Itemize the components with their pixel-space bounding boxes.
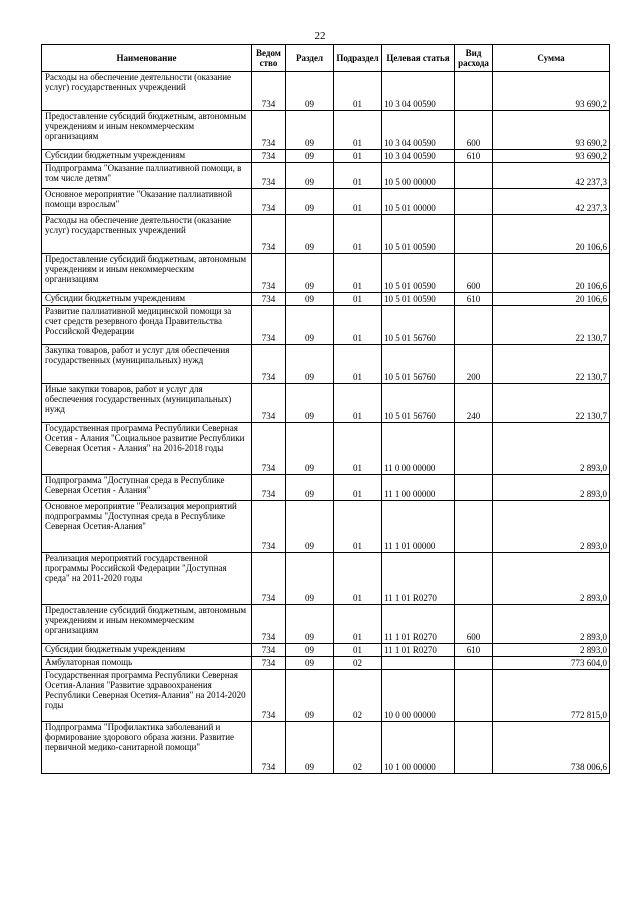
cell-razdel: 09 [286,670,334,722]
table-row [42,605,610,644]
cell-summa: 42 237,3 [493,189,610,215]
cell-podrazdel: 01 [334,605,382,644]
table-row [42,254,610,293]
table-row [42,644,610,657]
cell-name: Реализация мероприятий государственной программы Российской Федерации "Доступная среда" на 2011-2020 годы [42,553,252,605]
header-vid: Вид расхода [455,45,493,72]
cell-razdel: 09 [286,384,334,423]
cell-razdel: 09 [286,722,334,774]
cell-vid: 200 [455,345,493,384]
table-row [42,670,610,722]
cell-podrazdel: 01 [334,553,382,605]
cell-ved: 734 [252,670,286,722]
cell-vid [455,722,493,774]
cell-summa: 42 237,3 [493,163,610,189]
cell-cel: 10 5 01 00590 [382,215,455,254]
cell-name: Расходы на обеспечение деятельности (оказание услуг) государственных учреждений [42,72,252,111]
header-ved: Ведом ство [252,45,286,72]
cell-ved: 734 [252,605,286,644]
table-row [42,163,610,189]
cell-podrazdel: 01 [334,215,382,254]
cell-name: Основное мероприятие "Оказание паллиативной помощи взрослым" [42,189,252,215]
table-header-row [42,45,610,72]
cell-razdel: 09 [286,293,334,306]
cell-name: Подпрограмма "Оказание паллиативной помощи, в том числе детям" [42,163,252,189]
cell-podrazdel: 02 [334,657,382,670]
cell-summa: 22 130,7 [493,306,610,345]
table-row [42,306,610,345]
cell-summa: 738 006,6 [493,722,610,774]
cell-summa: 2 893,0 [493,475,610,501]
cell-cel: 11 1 01 00000 [382,501,455,553]
cell-podrazdel: 01 [334,72,382,111]
cell-vid [455,72,493,111]
cell-ved: 734 [252,163,286,189]
cell-ved: 734 [252,254,286,293]
table-row [42,150,610,163]
cell-ved: 734 [252,189,286,215]
cell-razdel: 09 [286,215,334,254]
cell-name: Подпрограмма "Доступная среда в Республике Северная Осетия - Алания" [42,475,252,501]
cell-vid [455,501,493,553]
table-row [42,475,610,501]
cell-ved: 734 [252,293,286,306]
cell-ved: 734 [252,384,286,423]
cell-vid [455,475,493,501]
cell-name: Субсидии бюджетным учреждениям [42,293,252,306]
cell-summa: 20 106,6 [493,293,610,306]
cell-summa: 22 130,7 [493,384,610,423]
cell-vid [455,553,493,605]
cell-vid: 600 [455,605,493,644]
cell-razdel: 09 [286,163,334,189]
cell-razdel: 09 [286,345,334,384]
cell-vid [455,423,493,475]
cell-ved: 734 [252,644,286,657]
cell-cel: 10 3 04 00590 [382,111,455,150]
cell-vid [455,189,493,215]
budget-table [41,44,610,774]
table-row [42,501,610,553]
cell-podrazdel: 01 [334,189,382,215]
cell-vid: 610 [455,150,493,163]
cell-ved: 734 [252,306,286,345]
cell-vid: 610 [455,293,493,306]
cell-cel: 11 1 01 R0270 [382,553,455,605]
cell-name: Закупка товаров, работ и услуг для обеспечения государственных (муниципальных) нужд [42,345,252,384]
table-row [42,215,610,254]
cell-summa: 2 893,0 [493,553,610,605]
cell-podrazdel: 01 [334,293,382,306]
cell-summa: 20 106,6 [493,215,610,254]
cell-ved: 734 [252,72,286,111]
cell-name: Субсидии бюджетным учреждениям [42,150,252,163]
cell-razdel: 09 [286,150,334,163]
cell-podrazdel: 01 [334,111,382,150]
cell-cel: 10 5 01 00000 [382,189,455,215]
cell-summa: 93 690,2 [493,150,610,163]
cell-ved: 734 [252,553,286,605]
cell-podrazdel: 01 [334,345,382,384]
cell-razdel: 09 [286,254,334,293]
cell-cel: 10 1 00 00000 [382,722,455,774]
cell-summa: 93 690,2 [493,111,610,150]
cell-ved: 734 [252,345,286,384]
cell-ved: 734 [252,475,286,501]
header-razdel: Раздел [286,45,334,72]
cell-ved: 734 [252,215,286,254]
cell-vid [455,670,493,722]
cell-summa: 2 893,0 [493,423,610,475]
table-row [42,423,610,475]
cell-ved: 734 [252,501,286,553]
cell-ved: 734 [252,150,286,163]
cell-cel: 11 1 01 R0270 [382,605,455,644]
cell-razdel: 09 [286,501,334,553]
cell-podrazdel: 01 [334,306,382,345]
cell-vid: 600 [455,254,493,293]
cell-podrazdel: 01 [334,254,382,293]
cell-podrazdel: 01 [334,644,382,657]
table-row [42,553,610,605]
cell-vid [455,657,493,670]
cell-cel: 10 5 01 56760 [382,345,455,384]
cell-name: Основное мероприятие "Реализация мероприятий подпрограммы "Доступная среда в Республике Северная Осетия-Алания" [42,501,252,553]
cell-razdel: 09 [286,553,334,605]
cell-razdel: 09 [286,605,334,644]
cell-cel: 11 0 00 00000 [382,423,455,475]
cell-summa: 2 893,0 [493,501,610,553]
cell-cel: 11 1 01 R0270 [382,644,455,657]
cell-name: Развитие паллиативной медицинской помощи за счет средств резервного фонда Правительства Российской Федерации [42,306,252,345]
cell-vid: 240 [455,384,493,423]
cell-name: Амбулаторная помощь [42,657,252,670]
cell-name: Подпрограмма "Профилактика заболеваний и формирование здорового образа жизни. Развитие первичной медико-санитарной помощи" [42,722,252,774]
cell-cel: 10 5 01 00590 [382,254,455,293]
cell-razdel: 09 [286,475,334,501]
cell-summa: 2 893,0 [493,605,610,644]
cell-cel: 10 5 01 56760 [382,384,455,423]
table-row [42,722,610,774]
cell-vid: 610 [455,644,493,657]
table-row [42,72,610,111]
cell-ved: 734 [252,423,286,475]
table-row [42,345,610,384]
cell-ved: 734 [252,722,286,774]
cell-razdel: 09 [286,657,334,670]
cell-name: Предоставление субсидий бюджетным, автономным учреждениям и иным некоммерческим организациям [42,254,252,293]
cell-razdel: 09 [286,72,334,111]
cell-podrazdel: 02 [334,722,382,774]
cell-cel: 10 5 00 00000 [382,163,455,189]
cell-razdel: 09 [286,189,334,215]
cell-name: Иные закупки товаров, работ и услуг для обеспечения государственных (муниципальных) нужд [42,384,252,423]
cell-name: Субсидии бюджетным учреждениям [42,644,252,657]
cell-name: Предоставление субсидий бюджетным, автономным учреждениям и иным некоммерческим организациям [42,605,252,644]
cell-summa: 773 604,0 [493,657,610,670]
cell-razdel: 09 [286,306,334,345]
cell-podrazdel: 01 [334,384,382,423]
cell-podrazdel: 01 [334,501,382,553]
cell-vid [455,163,493,189]
cell-name: Государственная программа Республики Северная Осетия-Алания "Развитие здравоохранения Республики Северная Осетия-Алания" на 2014-2020 годы [42,670,252,722]
table-row [42,189,610,215]
page-number: 22 [314,30,326,42]
cell-cel: 10 5 01 56760 [382,306,455,345]
cell-razdel: 09 [286,111,334,150]
cell-vid [455,306,493,345]
cell-name: Предоставление субсидий бюджетным, автономным учреждениям и иным некоммерческим организациям [42,111,252,150]
cell-razdel: 09 [286,423,334,475]
cell-cel: 10 3 04 00590 [382,72,455,111]
cell-summa: 2 893,0 [493,644,610,657]
cell-vid: 600 [455,111,493,150]
cell-summa: 22 130,7 [493,345,610,384]
cell-ved: 734 [252,111,286,150]
header-cel: Целевая статья [382,45,455,72]
cell-summa: 772 815,0 [493,670,610,722]
cell-cel: 10 0 00 00000 [382,670,455,722]
cell-podrazdel: 02 [334,670,382,722]
table-row [42,657,610,670]
header-summa: Сумма [493,45,610,72]
cell-razdel: 09 [286,644,334,657]
table-row [42,384,610,423]
header-podrazdel: Подраздел [334,45,382,72]
cell-podrazdel: 01 [334,475,382,501]
cell-summa: 93 690,2 [493,72,610,111]
cell-cel: 10 3 04 00590 [382,150,455,163]
table-row [42,293,610,306]
cell-ved: 734 [252,657,286,670]
cell-cel [382,657,455,670]
cell-cel: 11 1 00 00000 [382,475,455,501]
cell-name: Государственная программа Республики Северная Осетия - Алания "Социальное развитие Республики Северная Осетия - Алания" на 2016-2018 годы [42,423,252,475]
cell-podrazdel: 01 [334,423,382,475]
table-row [42,111,610,150]
header-name: Наименование [42,45,252,72]
cell-podrazdel: 01 [334,163,382,189]
cell-vid [455,215,493,254]
cell-summa: 20 106,6 [493,254,610,293]
cell-name: Расходы на обеспечение деятельности (оказание услуг) государственных учреждений [42,215,252,254]
cell-podrazdel: 01 [334,150,382,163]
cell-cel: 10 5 01 00590 [382,293,455,306]
